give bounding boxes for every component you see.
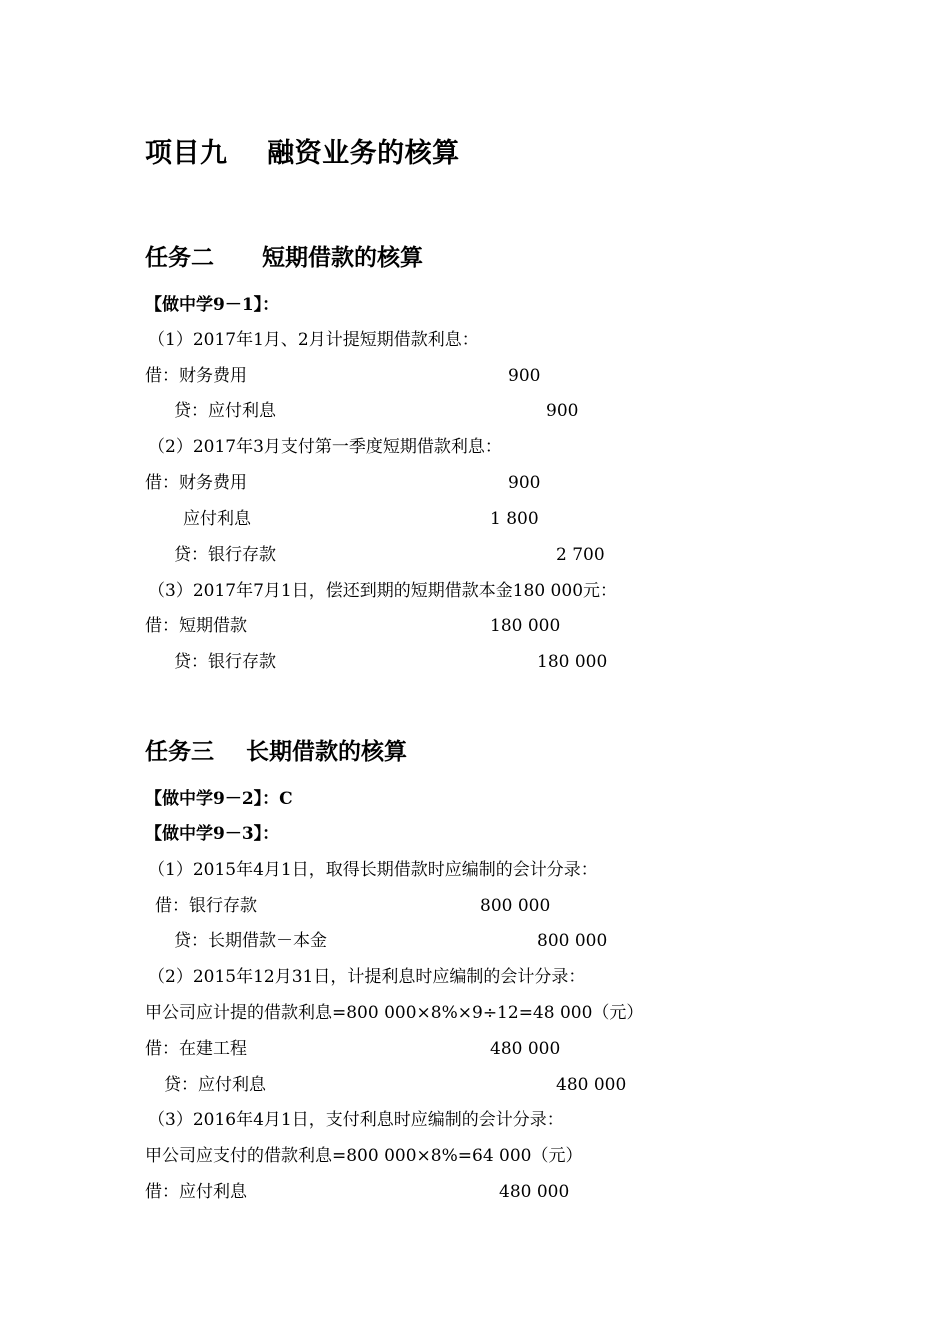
debit-line: 借：短期借款 bbox=[145, 616, 247, 636]
entry-caption: （2）2015年12月31日，计提利息时应编制的会计分录： bbox=[148, 967, 586, 987]
debit-line: 借：在建工程 bbox=[145, 1039, 247, 1059]
amount: 1 800 bbox=[490, 509, 539, 529]
credit-line: 贷：银行存款 bbox=[174, 545, 276, 565]
debit-line: 借：银行存款 bbox=[155, 896, 257, 916]
entry-caption: （3）2016年4月1日，支付利息时应编制的会计分录： bbox=[148, 1110, 564, 1130]
example-label: 【做中学9－3】： bbox=[145, 824, 280, 844]
entry-caption: （1）2015年4月1日，取得长期借款时应编制的会计分录： bbox=[148, 860, 598, 880]
credit-line: 贷：长期借款－本金 bbox=[174, 931, 327, 951]
amount: 480 000 bbox=[490, 1039, 561, 1059]
credit-line: 贷：应付利息 bbox=[164, 1075, 266, 1095]
entry-caption: （3）2017年7月1日，偿还到期的短期借款本金180 000元： bbox=[148, 581, 618, 601]
amount: 800 000 bbox=[480, 896, 551, 916]
amount: 2 700 bbox=[556, 545, 605, 565]
entry-caption: （2）2017年3月支付第一季度短期借款利息： bbox=[148, 437, 502, 457]
debit-line: 借：财务费用 bbox=[145, 366, 247, 386]
debit-line: 借：应付利息 bbox=[145, 1182, 247, 1202]
credit-line: 贷：应付利息 bbox=[174, 401, 276, 421]
amount: 180 000 bbox=[537, 652, 608, 672]
page-title: 项目九 融资业务的核算 bbox=[145, 138, 460, 169]
entry-caption: （1）2017年1月、2月计提短期借款利息： bbox=[148, 330, 479, 350]
amount: 900 bbox=[508, 473, 541, 493]
amount: 180 000 bbox=[490, 616, 561, 636]
amount: 900 bbox=[546, 401, 579, 421]
debit-line: 应付利息 bbox=[183, 509, 251, 529]
debit-line: 借：财务费用 bbox=[145, 473, 247, 493]
credit-line: 贷：银行存款 bbox=[174, 652, 276, 672]
amount: 900 bbox=[508, 366, 541, 386]
calculation-line: 甲公司应计提的借款利息=800 000×8%×9÷12=48 000（元） bbox=[145, 1003, 644, 1023]
amount: 480 000 bbox=[499, 1182, 570, 1202]
calculation-line: 甲公司应支付的借款利息=800 000×8%=64 000（元） bbox=[145, 1146, 583, 1166]
example-label: 【做中学9－1】： bbox=[145, 295, 280, 315]
section-heading-task3: 任务三 长期借款的核算 bbox=[145, 739, 408, 765]
amount: 480 000 bbox=[556, 1075, 627, 1095]
example-label: 【做中学9－2】：C bbox=[145, 789, 293, 809]
section-heading-task2: 任务二 短期借款的核算 bbox=[145, 245, 424, 271]
amount: 800 000 bbox=[537, 931, 608, 951]
